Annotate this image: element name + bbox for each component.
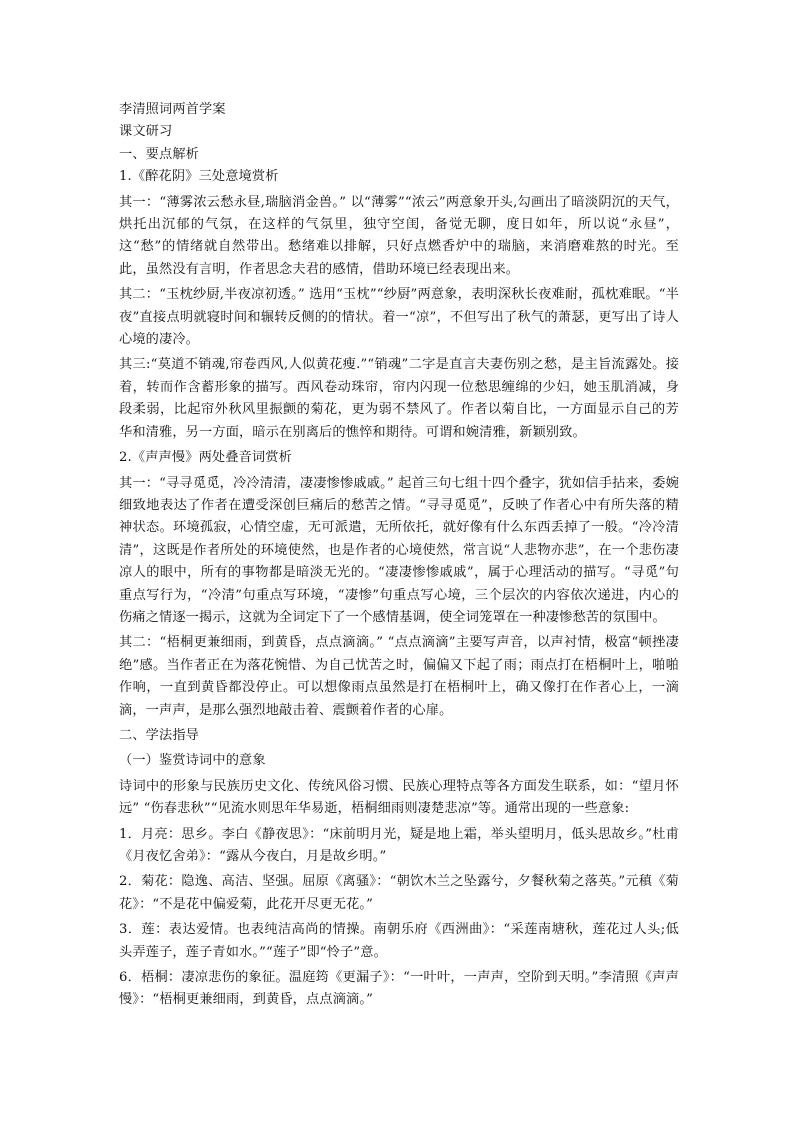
list-item: 2．菊花：隐逸、高洁、坚强。屈原《离骚》：“朝饮木兰之坠露兮，夕餐秋菊之落英。”元稹《菊花》：“不是花中偏爱菊，此花开尽更无花。” (119, 874, 679, 912)
paragraph: 诗词中的形象与民族历史文化、传统风俗习惯、民族心理特点等各方面发生联系，如：“望月怀远” “伤春悲秋”“见流水则思年华易逝，梧桐细雨则凄楚悲凉”等。通常出现的一些意象: (119, 778, 679, 817)
paragraph: 其一：“薄雾浓云愁永昼,瑞脑消金兽。” 以“薄雾”“浓云”两意象开头,勾画出了暗淡阴沉的天气，烘托出沉郁的气氛，在这样的气氛里，独守空闺，备觉无聊，度日如年，所以说“永昼”，这“愁”的情绪就自然带出。愁绪难以排解，只好点燃香炉中的瑞脑，来消磨难熬的时光。至此，虽然没有言明，作者思念夫君的感情，借助环境已经表现出来。 (119, 194, 679, 277)
list-item: 6．梧桐：凄凉悲伤的象征。温庭筠《更漏子》：“一叶叶，一声声，空阶到天明。”李清照《声声慢》：“梧桐更兼细雨，到黄昏，点点滴滴。” (119, 970, 679, 1008)
paragraph: 其二：“玉枕纱厨,半夜凉初透。” 选用“玉枕”“纱厨”两意象，表明深秋长夜难耐，孤枕难眠。“半夜”直接点明就寝时间和辗转反侧的的情状。着一“凉”，不但写出了秋气的萧瑟，更写出了诗人心境的凄冷。 (119, 287, 679, 348)
section-label: 课文研习 (119, 124, 173, 140)
part1-heading: 一、要点解析 (119, 146, 200, 162)
list-item: 3．莲：表达爱情。也表纯洁高尚的情操。南朝乐府《西洲曲》：“采莲南塘秋，莲花过人头;低头弄莲子，莲子青如水。”“莲子”即“怜子”意。 (119, 922, 679, 960)
paragraph: 其二：“梧桐更兼细雨，到黄昏，点点滴滴。” “点点滴滴”主要写声音，以声衬情，极富“顿挫凄绝”感。当作者正在为落花惋惜、为自己忧苦之时，偏偏又下起了雨；雨点打在梧桐叶上，啪啪作响，一直到黄昏都没停止。可以想像雨点虽然是打在梧桐叶上，确又像打在作者心上，一滴滴，一声声，是那么强烈地敲击着、震颤着作者的心扉。 (119, 635, 679, 718)
paragraph: 其一：“寻寻觅觅，冷冷清清，凄凄惨惨戚戚。” 起首三句七组十四个叠字，犹如信手拈来，委婉细致地表达了作者在遭受深创巨痛后的愁苦之情。“寻寻觅觅”，反映了作者心中有所失落的精神状态。环境孤寂，心情空虚，无可派遣，无所依托，就好像有什么东西丢掉了一般。“冷冷清清”，这既是作者所处的环境使然，也是作者的心境使然，常言说“人悲物亦悲”，在一个悲伤凄凉人的眼中，所有的事物都是暗淡无光的。“凄凄惨惨戚戚”，属于心理活动的描写。“寻觅”句重点写行为，“冷清”句重点写环境，“凄惨”句重点写心境，三个层次的内容依次递进，内心的伤痛之情逐一揭示，这就为全词定下了一个感情基调，使全词笼罩在一种凄惨愁苦的氛围中。 (119, 475, 679, 625)
document-page (119, 99, 679, 1012)
list-item: 1．月亮：思乡。李白《静夜思》：“床前明月光，疑是地上霜，举头望明月，低头思故乡。”杜甫《月夜忆舍弟》：“露从今夜白，月是故乡明。” (119, 826, 679, 864)
paragraph: 其三:“莫道不销魂,帘卷西风,人似黄花瘦.”“销魂”二字是直言夫妻伤别之愁，是主旨流露处。接着，转而作含蓄形象的描写。西风卷动珠帘，帘内闪现一位愁思缠绵的少妇，她玉肌消减，身段柔弱，比起帘外秋风里振颤的菊花，更为弱不禁风了。作者以菊自比，一方面显示自己的芳华和清雅，另一方面，暗示在别离后的憔悴和期待。可谓和婉清雅，新颖别致。 (119, 357, 679, 440)
document-title: 李清照词两首学案 (119, 102, 226, 117)
sub1-heading: 1.《醉花阴》三处意境赏析 (119, 169, 279, 185)
guide1-heading: （一）鉴赏诗词中的意象 (119, 753, 266, 769)
sub2-heading: 2.《声声慢》两处叠音词赏析 (119, 450, 292, 466)
part2-heading: 二、学法指导 (119, 727, 200, 743)
